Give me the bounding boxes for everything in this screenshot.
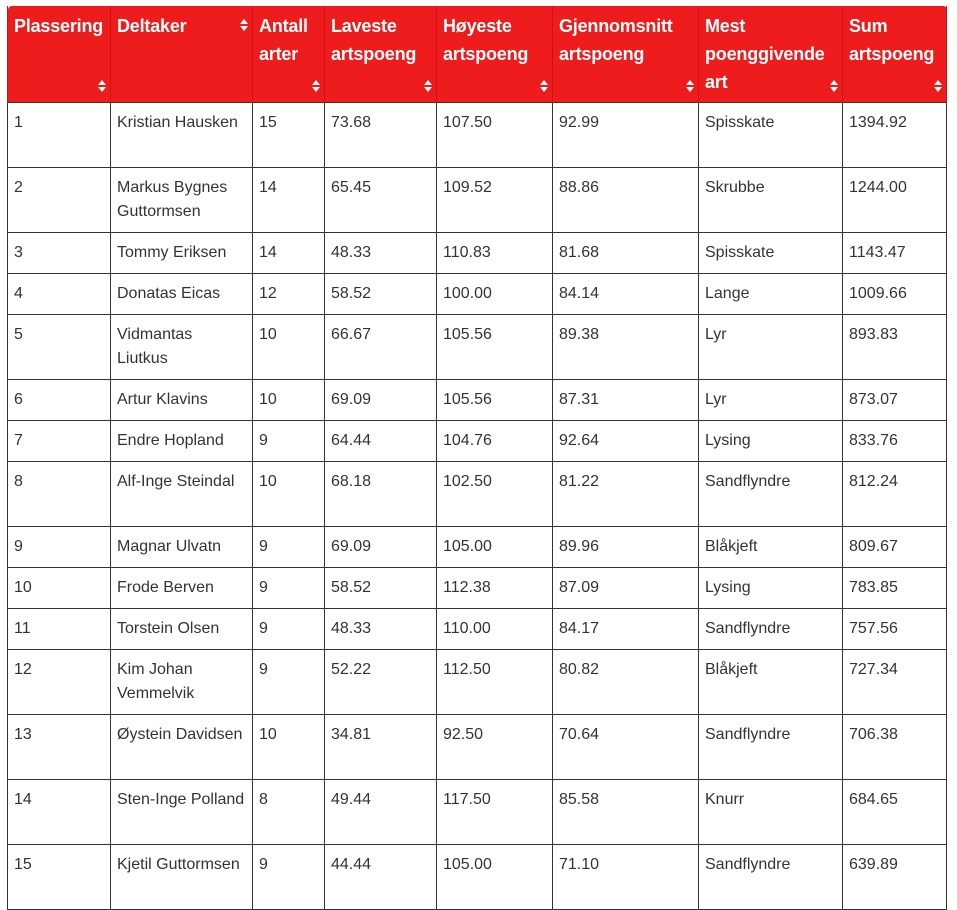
column-header-label: Plassering <box>14 16 104 36</box>
cell-hoyeste-artspoeng: 104.76 <box>437 421 553 462</box>
cell-laveste-artspoeng: 68.18 <box>325 462 437 527</box>
cell-laveste-artspoeng: 58.52 <box>325 568 437 609</box>
cell-gjennomsnitt-artspoeng: 88.86 <box>553 168 699 233</box>
cell-gjennomsnitt-artspoeng: 80.82 <box>553 650 699 715</box>
table-row <box>8 845 947 910</box>
cell-antall-arter: 10 <box>253 715 325 780</box>
column-header-sum-artspoeng[interactable] <box>843 6 947 103</box>
table-row <box>8 650 947 715</box>
cell-sum-artspoeng: 833.76 <box>843 421 947 462</box>
cell-gjennomsnitt-artspoeng: 84.17 <box>553 609 699 650</box>
cell-antall-arter: 9 <box>253 421 325 462</box>
cell-antall-arter: 9 <box>253 527 325 568</box>
column-header-plassering[interactable] <box>8 6 111 103</box>
cell-plassering: 12 <box>8 650 111 715</box>
cell-plassering: 2 <box>8 168 111 233</box>
cell-plassering: 5 <box>8 315 111 380</box>
cell-gjennomsnitt-artspoeng: 81.22 <box>553 462 699 527</box>
cell-sum-artspoeng: 1143.47 <box>843 233 947 274</box>
cell-hoyeste-artspoeng: 109.52 <box>437 168 553 233</box>
cell-deltaker: Kjetil Guttormsen <box>111 845 253 910</box>
cell-antall-arter: 12 <box>253 274 325 315</box>
table-row <box>8 462 947 527</box>
cell-gjennomsnitt-artspoeng: 92.64 <box>553 421 699 462</box>
cell-sum-artspoeng: 706.38 <box>843 715 947 780</box>
cell-hoyeste-artspoeng: 102.50 <box>437 462 553 527</box>
cell-antall-arter: 10 <box>253 315 325 380</box>
cell-hoyeste-artspoeng: 105.56 <box>437 380 553 421</box>
cell-gjennomsnitt-artspoeng: 92.99 <box>553 103 699 168</box>
cell-antall-arter: 9 <box>253 650 325 715</box>
cell-deltaker: Magnar Ulvatn <box>111 527 253 568</box>
cell-laveste-artspoeng: 49.44 <box>325 780 437 845</box>
cell-laveste-artspoeng: 64.44 <box>325 421 437 462</box>
cell-mest-poenggivende-art: Spisskate <box>699 103 843 168</box>
cell-plassering: 15 <box>8 845 111 910</box>
table-row <box>8 103 947 168</box>
cell-antall-arter: 14 <box>253 168 325 233</box>
cell-laveste-artspoeng: 69.09 <box>325 380 437 421</box>
sort-icon[interactable] <box>540 80 548 92</box>
cell-mest-poenggivende-art: Lyr <box>699 315 843 380</box>
cell-gjennomsnitt-artspoeng: 71.10 <box>553 845 699 910</box>
cell-sum-artspoeng: 684.65 <box>843 780 947 845</box>
cell-plassering: 10 <box>8 568 111 609</box>
sort-icon[interactable] <box>934 80 942 92</box>
cell-plassering: 7 <box>8 421 111 462</box>
cell-laveste-artspoeng: 52.22 <box>325 650 437 715</box>
cell-laveste-artspoeng: 34.81 <box>325 715 437 780</box>
cell-sum-artspoeng: 1244.00 <box>843 168 947 233</box>
column-header-label: Høyeste artspoeng <box>443 16 529 64</box>
cell-antall-arter: 9 <box>253 609 325 650</box>
cell-antall-arter: 14 <box>253 233 325 274</box>
cell-hoyeste-artspoeng: 105.00 <box>437 527 553 568</box>
cell-laveste-artspoeng: 73.68 <box>325 103 437 168</box>
cell-hoyeste-artspoeng: 105.00 <box>437 845 553 910</box>
cell-mest-poenggivende-art: Sandflyndre <box>699 462 843 527</box>
cell-laveste-artspoeng: 58.52 <box>325 274 437 315</box>
cell-laveste-artspoeng: 44.44 <box>325 845 437 910</box>
cell-deltaker: Kristian Hausken <box>111 103 253 168</box>
cell-deltaker: Alf-Inge Steindal <box>111 462 253 527</box>
table-row <box>8 609 947 650</box>
column-header-deltaker[interactable] <box>111 6 253 103</box>
table-row <box>8 715 947 780</box>
cell-hoyeste-artspoeng: 92.50 <box>437 715 553 780</box>
table-row <box>8 274 947 315</box>
cell-laveste-artspoeng: 48.33 <box>325 233 437 274</box>
cell-sum-artspoeng: 873.07 <box>843 380 947 421</box>
cell-plassering: 8 <box>8 462 111 527</box>
cell-gjennomsnitt-artspoeng: 89.96 <box>553 527 699 568</box>
cell-mest-poenggivende-art: Lysing <box>699 421 843 462</box>
cell-plassering: 13 <box>8 715 111 780</box>
cell-mest-poenggivende-art: Sandflyndre <box>699 609 843 650</box>
table-row <box>8 315 947 380</box>
cell-mest-poenggivende-art: Sandflyndre <box>699 845 843 910</box>
sort-icon[interactable] <box>240 19 248 31</box>
cell-plassering: 11 <box>8 609 111 650</box>
cell-deltaker: Markus Bygnes Guttormsen <box>111 168 253 233</box>
column-header-label: Gjennomsnitt artspoeng <box>559 16 673 64</box>
cell-hoyeste-artspoeng: 110.83 <box>437 233 553 274</box>
cell-sum-artspoeng: 893.83 <box>843 315 947 380</box>
cell-deltaker: Endre Hopland <box>111 421 253 462</box>
cell-sum-artspoeng: 639.89 <box>843 845 947 910</box>
cell-mest-poenggivende-art: Lange <box>699 274 843 315</box>
cell-mest-poenggivende-art: Sandflyndre <box>699 715 843 780</box>
cell-antall-arter: 8 <box>253 780 325 845</box>
sort-icon[interactable] <box>312 80 320 92</box>
column-header-laveste-artspoeng[interactable] <box>325 6 437 103</box>
results-table <box>7 6 947 910</box>
cell-laveste-artspoeng: 66.67 <box>325 315 437 380</box>
cell-mest-poenggivende-art: Skrubbe <box>699 168 843 233</box>
cell-plassering: 9 <box>8 527 111 568</box>
cell-plassering: 3 <box>8 233 111 274</box>
cell-hoyeste-artspoeng: 110.00 <box>437 609 553 650</box>
cell-plassering: 4 <box>8 274 111 315</box>
column-header-label: Sum artspoeng <box>849 16 935 64</box>
column-header-gjennomsnitt-artspoeng[interactable] <box>553 6 699 103</box>
cell-hoyeste-artspoeng: 112.50 <box>437 650 553 715</box>
cell-sum-artspoeng: 809.67 <box>843 527 947 568</box>
cell-sum-artspoeng: 1394.92 <box>843 103 947 168</box>
cell-hoyeste-artspoeng: 112.38 <box>437 568 553 609</box>
cell-deltaker: Donatas Eicas <box>111 274 253 315</box>
cell-gjennomsnitt-artspoeng: 85.58 <box>553 780 699 845</box>
column-header-label: Deltaker <box>117 16 187 36</box>
cell-deltaker: Øystein Davidsen <box>111 715 253 780</box>
cell-deltaker: Kim Johan Vemmelvik <box>111 650 253 715</box>
cell-gjennomsnitt-artspoeng: 87.09 <box>553 568 699 609</box>
cell-mest-poenggivende-art: Blåkjeft <box>699 527 843 568</box>
cell-sum-artspoeng: 757.56 <box>843 609 947 650</box>
results-table-container <box>7 6 946 910</box>
column-header-antall-arter[interactable] <box>253 6 325 103</box>
cell-deltaker: Torstein Olsen <box>111 609 253 650</box>
table-row <box>8 168 947 233</box>
cell-antall-arter: 15 <box>253 103 325 168</box>
cell-mest-poenggivende-art: Lysing <box>699 568 843 609</box>
cell-deltaker: Artur Klavins <box>111 380 253 421</box>
cell-mest-poenggivende-art: Lyr <box>699 380 843 421</box>
cell-laveste-artspoeng: 48.33 <box>325 609 437 650</box>
column-header-label: Laveste artspoeng <box>331 16 417 64</box>
cell-mest-poenggivende-art: Blåkjeft <box>699 650 843 715</box>
cell-gjennomsnitt-artspoeng: 70.64 <box>553 715 699 780</box>
table-row <box>8 780 947 845</box>
cell-gjennomsnitt-artspoeng: 87.31 <box>553 380 699 421</box>
cell-hoyeste-artspoeng: 117.50 <box>437 780 553 845</box>
column-header-hoyeste-artspoeng[interactable] <box>437 6 553 103</box>
table-row <box>8 568 947 609</box>
sort-icon[interactable] <box>98 80 106 92</box>
cell-sum-artspoeng: 727.34 <box>843 650 947 715</box>
cell-sum-artspoeng: 783.85 <box>843 568 947 609</box>
cell-gjennomsnitt-artspoeng: 81.68 <box>553 233 699 274</box>
cell-plassering: 6 <box>8 380 111 421</box>
sort-icon[interactable] <box>424 80 432 92</box>
cell-sum-artspoeng: 812.24 <box>843 462 947 527</box>
table-row <box>8 233 947 274</box>
sort-icon[interactable] <box>686 80 694 92</box>
cell-laveste-artspoeng: 65.45 <box>325 168 437 233</box>
cell-antall-arter: 10 <box>253 462 325 527</box>
cell-deltaker: Frode Berven <box>111 568 253 609</box>
cell-deltaker: Sten-Inge Polland <box>111 780 253 845</box>
table-row <box>8 421 947 462</box>
cell-mest-poenggivende-art: Spisskate <box>699 233 843 274</box>
cell-hoyeste-artspoeng: 100.00 <box>437 274 553 315</box>
cell-antall-arter: 9 <box>253 845 325 910</box>
column-header-mest-poenggivende-art[interactable] <box>699 6 843 103</box>
cell-gjennomsnitt-artspoeng: 84.14 <box>553 274 699 315</box>
cell-mest-poenggivende-art: Knurr <box>699 780 843 845</box>
cell-antall-arter: 10 <box>253 380 325 421</box>
cell-gjennomsnitt-artspoeng: 89.38 <box>553 315 699 380</box>
cell-hoyeste-artspoeng: 105.56 <box>437 315 553 380</box>
cell-antall-arter: 9 <box>253 568 325 609</box>
cell-plassering: 14 <box>8 780 111 845</box>
column-header-label: Mest poenggivende art <box>705 16 825 92</box>
cell-deltaker: Tommy Eriksen <box>111 233 253 274</box>
cell-plassering: 1 <box>8 103 111 168</box>
table-row <box>8 527 947 568</box>
sort-icon[interactable] <box>830 80 838 92</box>
cell-hoyeste-artspoeng: 107.50 <box>437 103 553 168</box>
cell-deltaker: Vidmantas Liutkus <box>111 315 253 380</box>
column-header-label: Antall arter <box>259 16 308 64</box>
cell-sum-artspoeng: 1009.66 <box>843 274 947 315</box>
header-row <box>8 6 947 103</box>
cell-laveste-artspoeng: 69.09 <box>325 527 437 568</box>
table-row <box>8 380 947 421</box>
